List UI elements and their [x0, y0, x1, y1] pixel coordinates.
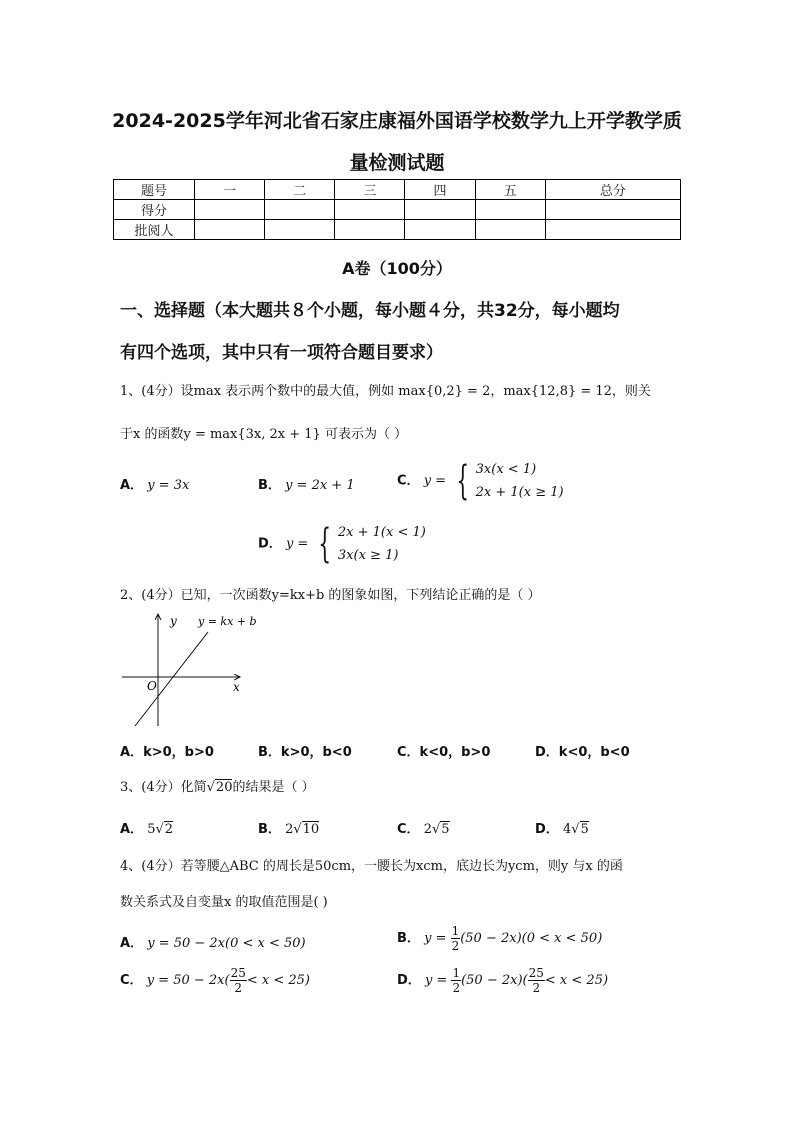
sqrt-symbol: √ [431, 822, 441, 837]
option-label: D． [535, 745, 559, 760]
denominator: 2 [234, 981, 243, 995]
option-radicand: 2 [164, 822, 174, 837]
option-rest: (50 − 2x)(0 < x < 50) [460, 931, 603, 946]
header-cell: 二 [265, 180, 335, 200]
score-table-header-row [114, 180, 681, 200]
option-lhs: y = [285, 536, 309, 552]
option-coefficient: 2 [423, 822, 432, 837]
score-cell [195, 200, 265, 220]
denominator: 2 [451, 939, 460, 953]
option-lhs: y = [424, 931, 447, 946]
brace-symbol: { [318, 521, 332, 567]
option-label: C． [397, 822, 420, 837]
option-label: C． [397, 473, 420, 489]
option-text: k>0，b>0 [143, 745, 214, 760]
option-coefficient: 5 [147, 822, 156, 837]
option-expression: y = 50 − 2x(0 < x < 50) [147, 936, 306, 951]
denominator: 2 [532, 981, 541, 995]
sqrt-symbol: √ [571, 822, 580, 837]
q2-option-b[interactable] [258, 741, 352, 760]
reviewer-cell [405, 220, 475, 240]
option-label: A． [120, 745, 144, 760]
case-2: 3x(x ≥ 1) [337, 548, 399, 563]
score-cell [475, 200, 545, 220]
reviewer-cell [265, 220, 335, 240]
q1-option-d[interactable] [258, 521, 426, 567]
case-2: 2x + 1(x ≥ 1) [475, 485, 564, 500]
option-radicand: 5 [441, 822, 450, 837]
section-a-heading: A卷（100分） [342, 259, 452, 278]
q1-stem-line-2: 于x 的函数y = max{3x, 2x + 1} 可表示为（ ） [120, 427, 408, 442]
line-equation-label: y = kx + b [198, 615, 257, 628]
option-label: C． [120, 973, 143, 988]
option-text: k<0，b>0 [419, 745, 491, 760]
option-expression: y = 2x + 1 [285, 478, 355, 493]
q4-stem-line-2: 数关系式及自变量x 的取值范围是( ) [120, 895, 328, 910]
q3-prefix: 3、(4分）化简 [120, 780, 207, 795]
reviewer-cell [545, 220, 680, 240]
fraction [230, 966, 247, 995]
option-rest: < x < 25) [246, 973, 310, 988]
row-label: 批阅人 [114, 220, 195, 240]
exam-title-line-2: 量检测试题 [349, 152, 445, 174]
fraction [528, 966, 545, 995]
option-lhs: y = [424, 973, 448, 988]
case-1: 3x(x < 1) [475, 462, 537, 477]
fraction [451, 966, 461, 995]
q3-radicand: 20 [215, 780, 233, 795]
option-coefficient: 4 [562, 822, 572, 837]
denominator: 2 [452, 981, 461, 995]
option-label: A． [120, 936, 144, 951]
option-label: A． [120, 822, 144, 837]
option-label: B． [397, 931, 420, 946]
score-table [113, 179, 681, 240]
option-label: D． [258, 536, 282, 552]
numerator: 1 [452, 966, 461, 980]
q4-option-a[interactable] [120, 932, 306, 951]
header-cell: 总分 [545, 180, 680, 200]
q3-option-a[interactable] [120, 818, 173, 837]
numerator: 25 [230, 966, 246, 980]
q2-option-c[interactable] [397, 741, 490, 760]
option-rest: < x < 25) [544, 973, 609, 988]
function-line [135, 632, 208, 726]
option-expression: y = 3x [147, 478, 190, 493]
score-row [114, 200, 681, 220]
q2-option-d[interactable] [535, 741, 630, 760]
exam-title-line-1: 2024-2025学年河北省石家庄康福外国语学校数学九上开学教学质 [112, 110, 682, 132]
section-1-heading-line-1: 一、选择题（本大题共８个小题，每小题４分，共32分，每小题均 [120, 301, 620, 321]
q3-option-b[interactable] [258, 818, 319, 837]
q4-option-c[interactable] [120, 966, 310, 995]
option-label: A． [120, 478, 144, 493]
sqrt-symbol: √ [293, 822, 302, 837]
q4-option-d[interactable] [397, 966, 608, 995]
numerator: 1 [451, 924, 460, 938]
q1-option-c[interactable] [397, 458, 564, 504]
option-label: C． [397, 745, 420, 760]
q2-option-a[interactable] [120, 741, 214, 760]
q3-option-c[interactable] [397, 818, 450, 837]
option-label: B． [258, 478, 281, 493]
option-text: k>0，b<0 [280, 745, 352, 760]
header-cell: 五 [475, 180, 545, 200]
q1-stem-line-1: 1、(4分）设max 表示两个数中的最大值，例如 max{0,2} = 2，max{12,8} = 12，则关 [120, 384, 651, 399]
q4-option-b[interactable] [397, 924, 602, 953]
sqrt-symbol: √ [155, 822, 164, 837]
reviewer-cell [335, 220, 405, 240]
q3-stem [120, 776, 315, 795]
q3-option-d[interactable] [535, 818, 589, 837]
brace-symbol: { [456, 458, 470, 504]
case-1: 2x + 1(x < 1) [337, 525, 426, 540]
score-cell [405, 200, 475, 220]
score-cell [545, 200, 680, 220]
option-label: D． [397, 973, 421, 988]
fraction [451, 924, 461, 953]
option-radicand: 10 [302, 822, 320, 837]
origin-label: O [147, 679, 157, 693]
header-cell: 三 [335, 180, 405, 200]
q2-stem: 2、(4分）已知，一次函数y=kx+b 的图象如图，下列结论正确的是（ ） [120, 588, 541, 603]
q2-graph [110, 608, 260, 733]
option-label: B． [258, 822, 281, 837]
option-label: B． [258, 745, 281, 760]
option-radicand: 5 [580, 822, 589, 837]
score-cell [335, 200, 405, 220]
numerator: 25 [528, 966, 544, 980]
q4-stem-line-1: 4、(4分）若等腰△ABC 的周长是50cm，一腰长为xcm，底边长为ycm，则y 与x 的函 [120, 859, 623, 874]
sqrt-symbol: √ [206, 780, 215, 795]
option-lhs: y = [423, 473, 447, 489]
y-axis-label: y [170, 614, 177, 628]
option-label: D． [535, 822, 559, 837]
reviewer-cell [475, 220, 545, 240]
option-mid: (50 − 2x)( [461, 973, 528, 988]
section-1-heading-line-2: 有四个选项，其中只有一项符合题目要求） [120, 343, 443, 363]
q1-option-a[interactable] [120, 474, 189, 493]
header-cell: 一 [195, 180, 265, 200]
q1-option-b[interactable] [258, 474, 355, 493]
q3-suffix: 的结果是（ ） [232, 780, 315, 795]
option-text: k<0，b<0 [558, 745, 630, 760]
reviewer-cell [195, 220, 265, 240]
option-lhs: y = 50 − 2x( [146, 973, 230, 988]
row-label: 得分 [114, 200, 195, 220]
x-axis-label: x [233, 680, 240, 694]
reviewer-row [114, 220, 681, 240]
header-cell: 题号 [114, 180, 195, 200]
option-coefficient: 2 [285, 822, 294, 837]
header-cell: 四 [405, 180, 475, 200]
score-cell [265, 200, 335, 220]
